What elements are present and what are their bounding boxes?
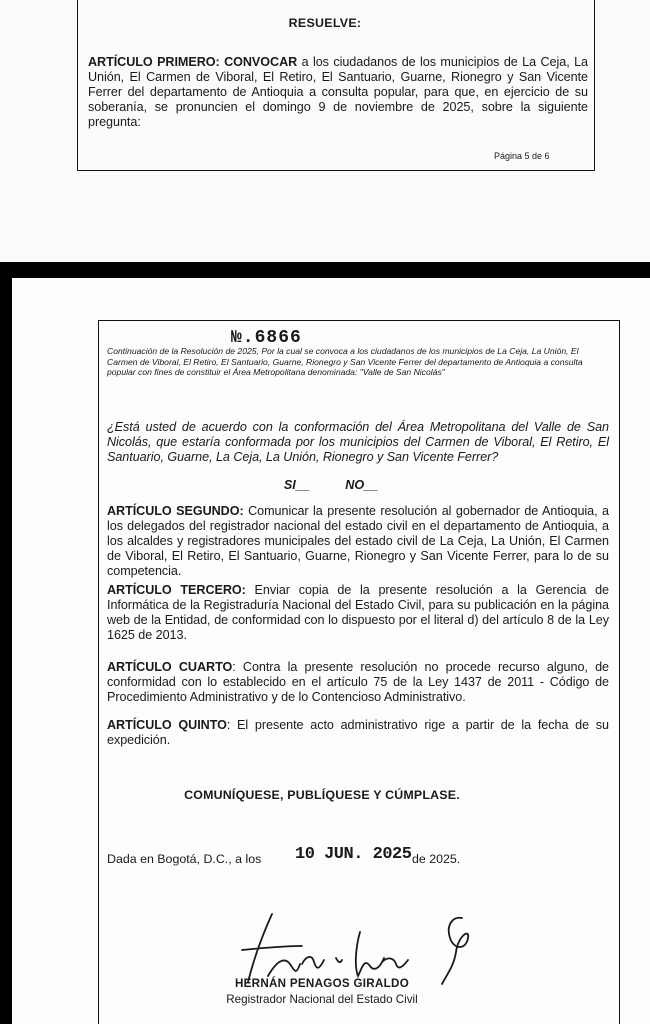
resuelve-heading: RESUELVE: xyxy=(288,16,362,30)
article-fourth xyxy=(107,660,609,705)
option-yes: SI__ xyxy=(283,478,310,492)
article-fifth xyxy=(107,718,609,748)
article-third xyxy=(107,583,609,643)
article-text: a los ciudadanos de los municipios de La Ceja, La Unión, El Carmen de Viboral, El Retiro, El Santuario, Guarne, Rionegro y San Vicente Ferrer del departamento de Antioquia a consulta popular, para que, en ejercicio de su soberanía, se pronuncien el domingo 9 de noviembre de 2025, sobre la siguiente pregunta: xyxy=(88,55,588,129)
article-verb: CONVOCAR xyxy=(224,55,298,69)
handwritten-signature xyxy=(232,906,492,986)
closing-formula: COMUNÍQUESE, PUBLÍQUESE Y CÚMPLASE. xyxy=(184,788,460,802)
article-text: Enviar copia de la presente resolución a la Gerencia de Informática de la Registraduría Nacional del Estado Civil, para su publicación en la página web de la Entidad, de conformidad con lo dispuesto por el literal d) del artículo 8 de la Ley 1625 de 2013. xyxy=(107,583,609,642)
answer-options xyxy=(12,478,650,492)
date-prefix: Dada en Bogotá, D.C., a los xyxy=(107,852,262,866)
document-page-top xyxy=(0,0,650,262)
article-label: ARTÍCULO PRIMERO: xyxy=(88,55,220,69)
signer-title: Registrador Nacional del Estado Civil xyxy=(226,993,418,1006)
resolution-number: №.6866 xyxy=(231,328,302,348)
consultation-question: ¿Está usted de acuerdo con la conformación del Área Metropolitana del Valle de San Nicolás, que estaría conformada por los municipios del Carmen de Viboral, El Retiro, El Santuario, Guarne, La Ceja, La Unión, Rionegro y San Vicente Ferrer? xyxy=(107,420,609,464)
date-suffix: de 2025. xyxy=(412,852,461,866)
continuation-header: Continuación de la Resolución de 2025, Por la cual se convoca a los ciudadanos de los municipios de La Ceja, La Unión, El Carmen de Viboral, El Retiro, El Santuario, Guarne, Rionegro y San Vicente Ferrer del departamento de Antioquia a consulta popular con fines de constituir el Área Metropolitana denominada: "Valle de San Nicolás" xyxy=(107,346,583,377)
article-label: ARTÍCULO CUARTO xyxy=(107,660,233,674)
article-label: ARTÍCULO TERCERO: xyxy=(107,583,246,597)
page-number: Página 5 de 6 xyxy=(494,151,550,161)
date-stamp: 10 JUN. 2025 xyxy=(295,845,412,864)
article-text: Comunicar la presente resolución al gobernador de Antioquia, a los delegados del registrador nacional del estado civil en el departamento de Antioquia, a los alcaldes y registradores municipales del estado civil de La Ceja, La Unión, El Carmen de Viboral, El Retiro, El Santuario, Guarne, Rionegro y San Vicente Ferrer, para lo de su competencia. xyxy=(107,504,609,578)
article-text: : El presente acto administrativo rige a partir de la fecha de su expedición. xyxy=(107,718,609,747)
article-label: ARTÍCULO SEGUNDO: xyxy=(107,504,244,518)
signer-name: HERNÁN PENAGOS GIRALDO xyxy=(234,977,410,990)
option-no: NO__ xyxy=(345,478,379,492)
article-first xyxy=(88,55,588,130)
article-second xyxy=(107,504,609,579)
article-text: : Contra la presente resolución no procede recurso alguno, de conformidad con lo establecido en el artículo 75 de la Ley 1437 de 2011 - Código de Procedimiento Administrativo y de lo Contencioso Administrativo. xyxy=(107,660,610,704)
article-label: ARTÍCULO QUINTO xyxy=(107,718,227,732)
document-page-bottom xyxy=(12,278,650,1024)
